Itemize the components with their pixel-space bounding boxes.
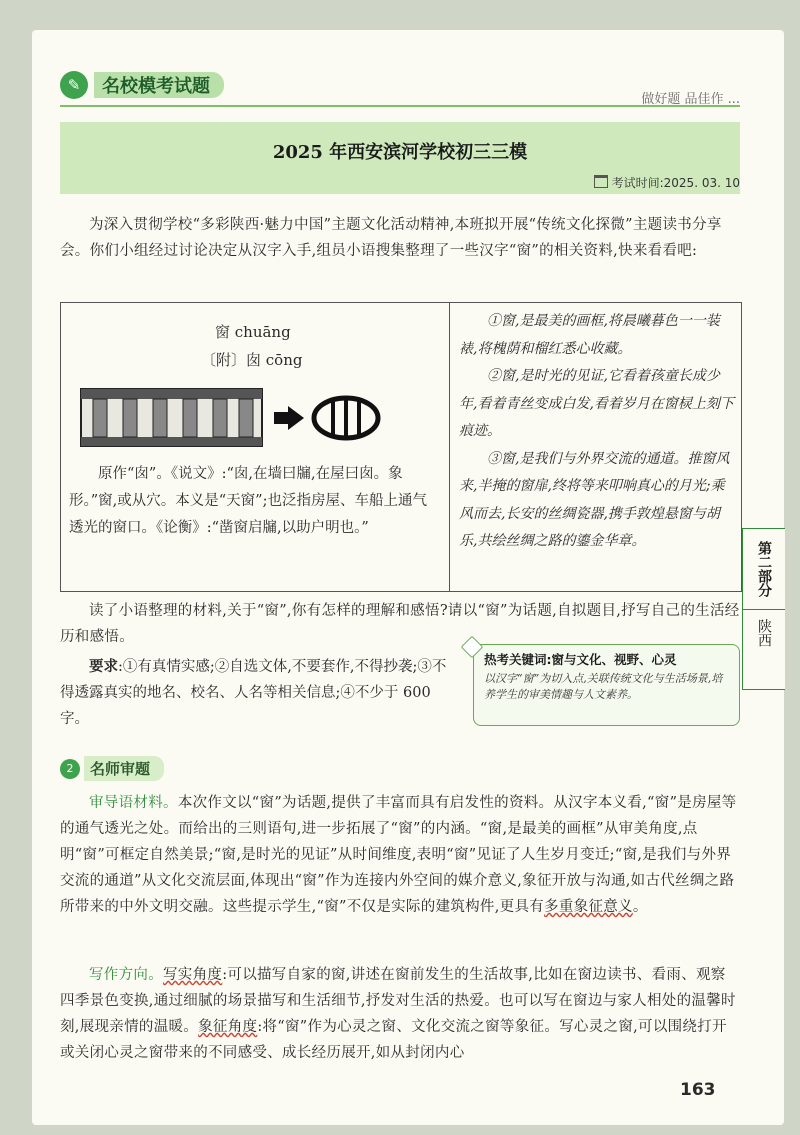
writing-paragraph xyxy=(60,962,740,1066)
pen-icon: ✎ xyxy=(60,71,88,99)
writing-text2: :将“窗”作为心灵之窗、文化交流之窗等象征。写心灵之窗,可以围绕打开或关闭心灵之窗带来的不同感受、成长经历展开,如从封闭内心 xyxy=(60,1019,727,1061)
material-box xyxy=(60,302,742,592)
side-tab-part xyxy=(743,529,785,610)
char-variant: 〔附〕囱 cōng xyxy=(201,351,303,369)
side-tab-region xyxy=(743,619,785,647)
writing-sub2: 象征角度 xyxy=(198,1019,258,1035)
char-reading: 窗 chuāng xyxy=(215,323,291,341)
arrow-right-icon xyxy=(274,406,304,430)
exam-header xyxy=(60,122,740,194)
requirements-text: :①有真情实感;②自选文体,不要套作,不得抄袭;③不得透露真实的地名、校名、人名等相关信息;④不少于 600 字。 xyxy=(60,659,447,727)
keyword-head: 热考关键词:窗与文化、视野、心灵 xyxy=(484,652,677,667)
ancient-glyph-icon xyxy=(311,395,381,441)
analysis-paragraph xyxy=(60,790,740,920)
divider xyxy=(60,105,740,107)
section-number-badge: 2 xyxy=(60,759,80,779)
material-quotes xyxy=(451,303,741,591)
quote-item: ③窗,是我们与外界交流的通道。推窗风来,半掩的窗扉,终将等来叩响真心的月光;乘风而去,长安的丝绸瓷器,携手敦煌悬窗与胡乐,共绘丝绸之路的鎏金华章。 xyxy=(459,450,730,549)
quote-item: ②窗,是时光的见证,它看着孩童长成少年,看着青丝变成白发,看着岁月在窗棂上刻下痕迹。 xyxy=(459,368,734,439)
analysis-label: 审导语材料。 xyxy=(89,795,178,811)
task-paragraph: 读了小语整理的材料,关于“窗”,你有怎样的理解和感悟?请以“窗”为话题,自拟题目,抒写自己的生活经历和感悟。 xyxy=(60,603,740,645)
exam-time xyxy=(594,174,740,191)
page-number: 163 xyxy=(680,1080,716,1100)
exam-time-text: 考试时间:2025. 03. 10 xyxy=(611,176,740,190)
writing-text1: :可以描写自家的窗,讲述在窗前发生的生活故事,比如在窗边读书、看雨、观察四季景色变换,通过细腻的场景描写和生活细节,抒发对生活的热爱。也可以写在窗边与家人相处的温馨时刻,展现亲情的温暖。 xyxy=(60,967,736,1035)
exam-title: 2025 年西安滨河学校初三三模 xyxy=(272,142,528,163)
analysis-emphasis: 多重象征意义 xyxy=(544,899,633,915)
requirements-label: 要求 xyxy=(89,659,118,675)
section-title: 名校模考试题 xyxy=(94,72,224,98)
analysis-text-a: 本次作文以“窗”为话题,提供了丰富而具有启发性的资料。从汉字本义看,“窗”是房屋等的通气透光之处。而给出的三则语句,进一步拓展了“窗”的内涵。“窗,是最美的画框”从审美角度,点明“窗”可框定自然美景;“窗,是时光的见证”从时间维度,表明“窗”见证了人生岁月变迁;“窗,是我们与外界交流的通道”从文化交流层面,体现出“窗”作为连接内外空间的媒介意义,象征开放与沟通,如古代丝绸之路所带来的中外文明交融。这些提示学生,“窗”不仅是实际的建筑构件,更具有 xyxy=(60,795,737,915)
side-tab-part-text: 第二部分 xyxy=(756,541,772,597)
analysis-text-b: 。 xyxy=(632,899,648,915)
slogan: 做好题 品佳作 ... xyxy=(641,92,740,107)
window-lattice-image xyxy=(79,385,264,450)
etymology-text: 原作“囱”。《说文》:“囱,在墙曰牖,在屋曰囱。象形。”窗,或从穴。本义是“天窗”;也泛指房屋、车船上通气透光的窗口。《论衡》:“凿窗启牖,以助户明也。” xyxy=(69,466,427,536)
requirements xyxy=(60,654,460,732)
quote-item: ①窗,是最美的画框,将晨曦暮色一一装裱,将槐荫和榴红悉心收藏。 xyxy=(459,313,720,357)
intro-paragraph: 为深入贯彻学校“多彩陕西·魅力中国”主题文化活动精神,本班拟开展“传统文化探微”主题读书分享会。你们小组经过讨论决定从汉字入手,组员小语搜集整理了一些汉字“窗”的相关资料,快来看看吧: xyxy=(60,217,722,259)
calendar-icon xyxy=(594,175,608,188)
writing-label: 写作方向。 xyxy=(89,967,163,983)
section-header xyxy=(60,70,224,100)
material-left xyxy=(61,303,450,591)
keyword-box xyxy=(473,644,740,726)
section2-header xyxy=(60,756,164,781)
keyword-text: 以汉字“窗”为切入点,关联传统文化与生活场景,培养学生的审美情趣与人文素养。 xyxy=(484,672,723,701)
side-tab xyxy=(742,528,785,690)
writing-sub1: 写实角度 xyxy=(163,967,223,983)
section2-title: 名师审题 xyxy=(84,756,164,781)
side-tab-region-text: 陕西 xyxy=(756,619,772,647)
